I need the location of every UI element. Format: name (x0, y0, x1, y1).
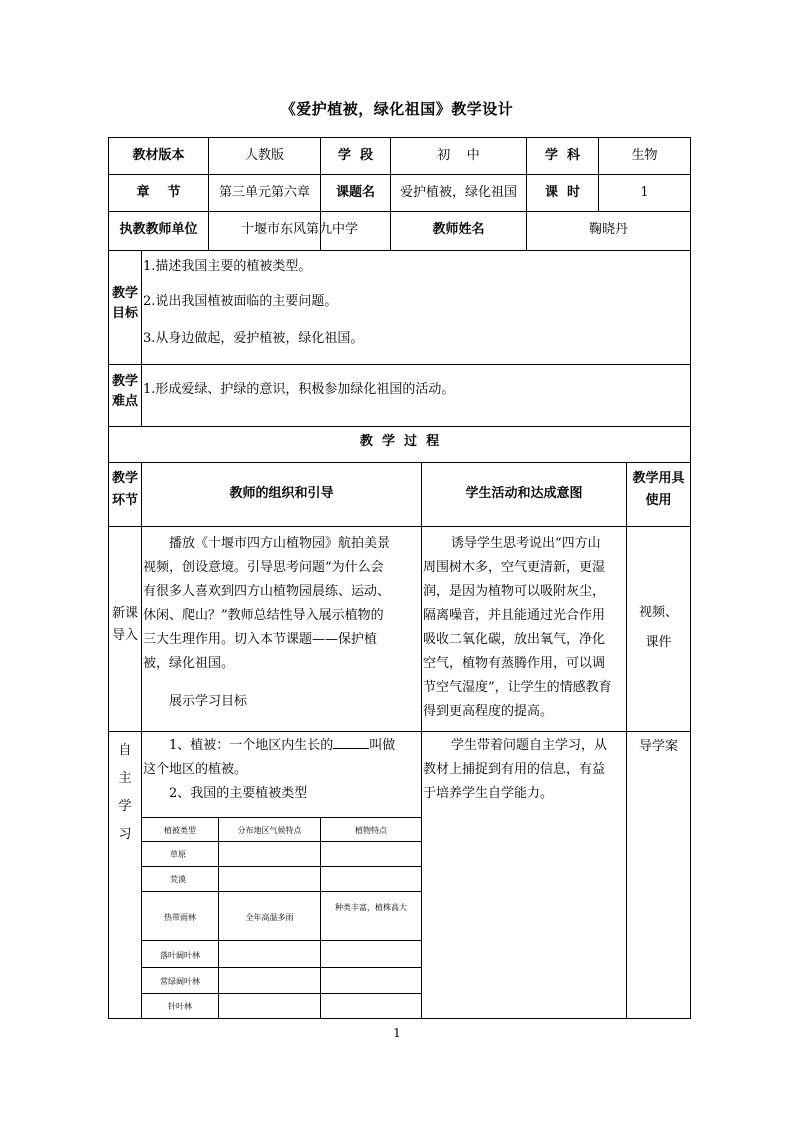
school-value: 十堰市东风第九中学 (240, 222, 358, 237)
self-study-label-char: 主 (118, 771, 132, 786)
intro-tools (627, 598, 690, 658)
self-study-line1-start: 1、植被：一个地区内生长的 (169, 738, 334, 753)
veg-table-header: 分布地区气候特点 (237, 826, 302, 835)
intro-label (109, 603, 141, 647)
intro-teacher-text (143, 532, 420, 714)
intro-student-line: 得到更高程度的提高。 (423, 704, 554, 719)
intro-tools-line1: 视频、 (638, 605, 678, 620)
self-study-label-char: 习 (118, 827, 132, 842)
intro-student-line: 空气，植物有蒸腾作用，可以调 (423, 656, 606, 671)
stage-header-line2: 环节 (111, 493, 138, 508)
veg-table-cell: 全年高温多雨 (245, 913, 294, 922)
self-study-label-char: 自 (118, 743, 132, 758)
veg-table-cell: 针叶林 (168, 1002, 192, 1011)
veg-table-cell: 草原 (170, 850, 186, 859)
difficulty-label (109, 372, 141, 412)
self-study-line1 (143, 734, 420, 758)
stage-header-line1: 教学 (111, 471, 138, 486)
goals-label (109, 284, 141, 324)
tools-header-line1: 教学用具 (632, 471, 685, 486)
intro-student-line: 隔离噪音，并且能通过光合作用 (423, 608, 606, 623)
subject-label: 学 科 (544, 148, 581, 163)
intro-teacher-line: 休闲、爬山？”教师总结性导入展示植物的 (143, 608, 384, 623)
difficulty-label-line2: 难点 (111, 394, 138, 409)
intro-student-line: 节空气湿度”，让学生的情感教育 (423, 680, 612, 695)
self-study-student-line: 学生带着问题自主学习，从 (451, 738, 608, 753)
veg-table-cell: 落叶阔叶林 (160, 951, 200, 960)
tools-column-header (627, 468, 690, 512)
goal-item: 3.从身边做起，爱护植被，绿化祖国。 (143, 331, 364, 346)
page-number: 1 (393, 1026, 401, 1040)
hours-value: 1 (640, 185, 649, 200)
veg-table-cell: 热带雨林 (164, 913, 196, 922)
intro-teacher-extra: 展示学习目标 (169, 694, 248, 709)
intro-teacher-line: 被，绿化祖国。 (143, 656, 235, 671)
self-study-student-line: 教材上捕捉到有用的信息，有益 (423, 762, 606, 777)
self-study-label-char: 学 (118, 799, 132, 814)
chapter-value: 第三单元第六章 (218, 185, 310, 200)
topic-value: 爱护植被，绿化祖国 (399, 185, 517, 200)
self-study-label (109, 737, 141, 849)
topic-label: 课题名 (335, 185, 375, 200)
self-study-student-text (423, 734, 625, 806)
intro-student-line: 吸收二氧化碳，放出氧气，净化 (423, 632, 606, 647)
self-study-teacher-text (143, 734, 420, 806)
goal-item: 1.描述我国主要的植被类型。 (143, 259, 312, 274)
intro-teacher-line: 播放《十堰市四方山植物园》航拍美景 (169, 536, 391, 551)
veg-table-header: 植物特点 (355, 826, 387, 835)
self-study-tools: 导学案 (638, 739, 678, 754)
veg-table-header: 植被类型 (164, 826, 196, 835)
document-title: 《爱护植被，绿化祖国》教学设计 (280, 100, 514, 118)
hours-label: 课 时 (544, 185, 581, 200)
intro-label-line2: 导入 (111, 628, 138, 643)
difficulty-text: 1.形成爱绿、护绿的意识，积极参加绿化祖国的活动。 (143, 382, 455, 397)
intro-teacher-line: 视频，创设意境。引导思考问题“为什么会 (143, 560, 384, 575)
grade-label: 学 段 (337, 148, 374, 163)
difficulty-label-line1: 教学 (111, 374, 138, 389)
veg-table-cell: 种类丰富，植株高大 (335, 903, 407, 912)
subject-value: 生物 (631, 148, 658, 163)
veg-table-cell: 常绿阔叶林 (160, 977, 200, 986)
teacher-name-label: 教师姓名 (432, 222, 485, 237)
teacher-column-header: 教师的组织和引导 (229, 486, 334, 501)
student-column-header: 学生活动和达成意图 (465, 486, 583, 501)
fill-in-blank (333, 736, 369, 749)
intro-teacher-line: 有很多人喜欢到四方山植物园晨练、运动、 (143, 584, 391, 599)
school-label: 执教教师单位 (119, 222, 198, 237)
stage-column-header (109, 468, 141, 512)
teacher-name-value: 鞠晓丹 (588, 222, 628, 237)
intro-student-line: 诱导学生思考说出“四方山 (451, 536, 601, 551)
chapter-label: 章 节 (136, 185, 181, 200)
grade-value: 初 中 (437, 148, 480, 163)
edition-value: 人教版 (244, 148, 284, 163)
intro-teacher-line: 三大生理作用。切入本节课题——保护植 (143, 632, 378, 647)
self-study-line1-end: 叫做 (369, 738, 396, 753)
process-title: 教 学 过 程 (359, 434, 440, 449)
self-study-line2: 这个地区的植被。 (143, 762, 248, 777)
veg-table-cell: 荒漠 (170, 875, 186, 884)
intro-student-line: 润，是因为植物可以吸附灰尘， (423, 584, 606, 599)
goals-label-line1: 教学 (111, 286, 138, 301)
goal-item: 2.说出我国植被面临的主要问题。 (143, 294, 338, 309)
self-study-student-line: 于培养学生自学能力。 (423, 786, 554, 801)
intro-tools-line2: 课件 (645, 635, 672, 650)
goals-label-line2: 目标 (111, 306, 138, 321)
self-study-line3: 2、我国的主要植被类型 (169, 786, 308, 801)
intro-student-text (423, 532, 625, 724)
intro-student-line: 周围树木多，空气更清新，更湿 (423, 560, 606, 575)
tools-header-line2: 使用 (645, 493, 672, 508)
edition-label: 教材版本 (132, 148, 185, 163)
intro-label-line1: 新课 (111, 606, 138, 621)
